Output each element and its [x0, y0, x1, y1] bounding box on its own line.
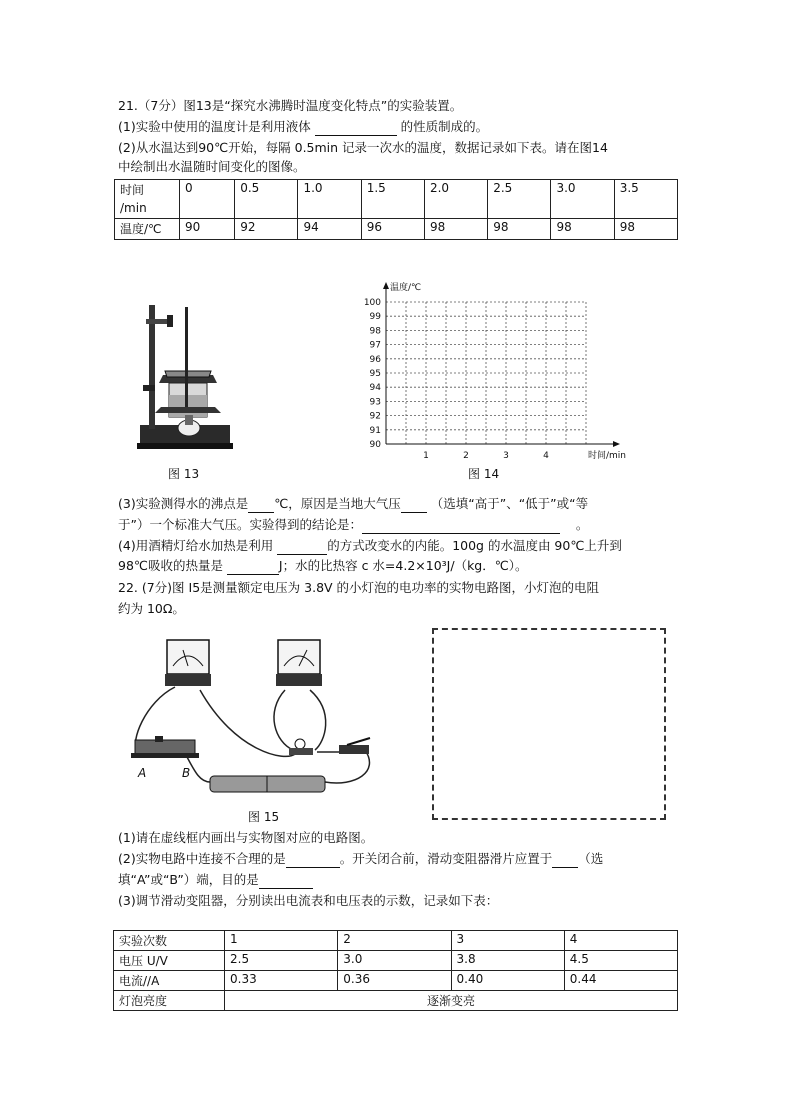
fig14-caption: 图 14 — [468, 467, 500, 481]
temp-cell: 96 — [361, 219, 424, 240]
q21-part3-line1: (3)实验测得水的沸点是 ℃，原因是当地大气压 （选填“高于”、“低于”或“等 — [118, 496, 589, 511]
answer-blank[interactable] — [401, 499, 427, 513]
current-cell: 0.44 — [564, 971, 677, 991]
q22-part2-line1: (2)实物电路中连接不合理的是 。开关闭合前，滑动变阻器滑片应置于 （选 — [118, 851, 604, 866]
time-cell: 0 — [180, 180, 235, 219]
y-axis-arrow-icon — [383, 282, 389, 289]
temp-cell: 98 — [488, 219, 551, 240]
temp-cell: 98 — [614, 219, 677, 240]
q22-part1: (1)请在虚线框内画出与实物图对应的电路图。 — [118, 830, 374, 845]
table-row — [114, 951, 678, 971]
q22-data-table — [113, 930, 678, 1011]
y-tick-label: 98 — [369, 326, 381, 337]
q21-part1: (1)实验中使用的温度计是利用液体 的性质制成的。 — [118, 119, 489, 134]
temp-cell: 90 — [180, 219, 235, 240]
voltage-cell: 3.8 — [451, 951, 564, 971]
trial-cell: 3 — [451, 931, 564, 951]
voltage-cell: 4.5 — [564, 951, 677, 971]
brightness-header-cell: 灯泡亮度 — [114, 991, 225, 1011]
trial-cell: 4 — [564, 931, 677, 951]
q21-part4-line1: (4)用酒精灯给水加热是利用 的方式改变水的内能。100g 的水温度由 90℃上升到 — [118, 538, 622, 553]
rheostat-terminal-a: A — [138, 766, 147, 780]
temp-header-cell: 温度/℃ — [115, 219, 180, 240]
fig13-caption: 图 13 — [168, 467, 200, 481]
time-cell: 3.0 — [551, 180, 614, 219]
q22-part3: (3)调节滑动变阻器，分别读出电流表和电压表的示数，记录如下表： — [118, 893, 499, 908]
answer-blank[interactable] — [286, 854, 340, 868]
q21-part4-line2: 98℃吸收的热量是 J；水的比热容 c 水=4.2×10³J/（kg．℃）。 — [118, 558, 528, 573]
time-cell: 1.0 — [298, 180, 361, 219]
q22-title-line1: 22. (7分)图 I5是测量额定电压为 3.8V 的小灯泡的电功率的实物电路图，小灯泡的电阻 — [118, 580, 600, 595]
trial-cell: 2 — [338, 931, 451, 951]
y-tick-label: 95 — [369, 369, 381, 379]
fig15-circuit-image — [125, 632, 395, 807]
y-tick-label: 94 — [369, 383, 381, 394]
time-cell: 2.5 — [488, 180, 551, 219]
voltage-cell: 2.5 — [225, 951, 338, 971]
answer-blank[interactable] — [552, 854, 578, 868]
table-row — [114, 991, 678, 1011]
q21-part2-line2: 中绘制出水温随时间变化的图像。 — [118, 159, 306, 174]
time-cell: 0.5 — [235, 180, 298, 219]
fig13-apparatus-image — [135, 295, 235, 460]
y-tick-label: 91 — [369, 425, 381, 436]
answer-blank[interactable] — [248, 499, 274, 513]
q22-title-line2: 约为 10Ω。 — [118, 601, 185, 616]
answer-blank[interactable] — [259, 875, 313, 889]
table-row — [114, 971, 678, 991]
trial-cell: 1 — [225, 931, 338, 951]
q22-part2-line2: 填“A”或“B”）端，目的是 — [118, 871, 313, 889]
y-axis-label: 温度/℃ — [390, 283, 422, 293]
table-row — [114, 931, 678, 951]
temp-cell: 98 — [551, 219, 614, 240]
answer-blank[interactable] — [315, 122, 397, 136]
y-tick-label: 97 — [369, 340, 381, 351]
time-cell: 1.5 — [361, 180, 424, 219]
y-tick-label: 100 — [363, 298, 381, 308]
x-tick-label: 2 — [463, 451, 469, 461]
circuit-drawing-box[interactable] — [432, 628, 666, 820]
trial-header-cell: 实验次数 — [114, 931, 225, 951]
x-tick-label: 1 — [423, 451, 429, 461]
current-cell: 0.40 — [451, 971, 564, 991]
y-tick-label: 90 — [369, 440, 381, 450]
temp-cell: 92 — [235, 219, 298, 240]
q21-part3-line2: 于”）一个标准大气压。实验得到的结论是： 。 — [118, 517, 589, 532]
q21-title: 21.（7分）图13是“探究水沸腾时温度变化特点”的实验装置。 — [118, 98, 463, 113]
rheostat-terminal-b: B — [182, 766, 191, 780]
y-tick-label: 96 — [369, 354, 381, 365]
table-row — [115, 180, 678, 219]
current-cell: 0.33 — [225, 971, 338, 991]
x-tick-label: 3 — [503, 451, 509, 461]
y-tick-label: 93 — [369, 397, 381, 408]
fig14-chart — [350, 276, 627, 466]
table-row — [115, 219, 678, 240]
answer-blank[interactable] — [362, 520, 560, 534]
q21-data-table — [114, 179, 678, 240]
y-tick-label: 92 — [369, 411, 381, 422]
current-header-cell: 电流//A — [114, 971, 225, 991]
voltage-cell: 3.0 — [338, 951, 451, 971]
time-cell: 3.5 — [614, 180, 677, 219]
x-axis-label: 时间/min — [588, 451, 627, 461]
answer-blank[interactable] — [277, 541, 327, 555]
answer-blank[interactable] — [227, 561, 279, 575]
x-axis-arrow-icon — [613, 441, 620, 447]
y-tick-label: 99 — [369, 312, 381, 323]
brightness-cell: 逐渐变亮 — [225, 991, 678, 1011]
temp-cell: 98 — [424, 219, 487, 240]
fig15-caption: 图 15 — [248, 810, 280, 824]
current-cell: 0.36 — [338, 971, 451, 991]
voltage-header-cell: 电压 U/V — [114, 951, 225, 971]
time-header-cell: 时间 /min — [115, 180, 180, 219]
time-cell: 2.0 — [424, 180, 487, 219]
x-tick-label: 4 — [543, 451, 549, 461]
temp-cell: 94 — [298, 219, 361, 240]
q21-part2-line1: (2)从水温达到90℃开始，每隔 0.5min 记录一次水的温度，数据记录如下表。请在图14 — [118, 140, 608, 155]
